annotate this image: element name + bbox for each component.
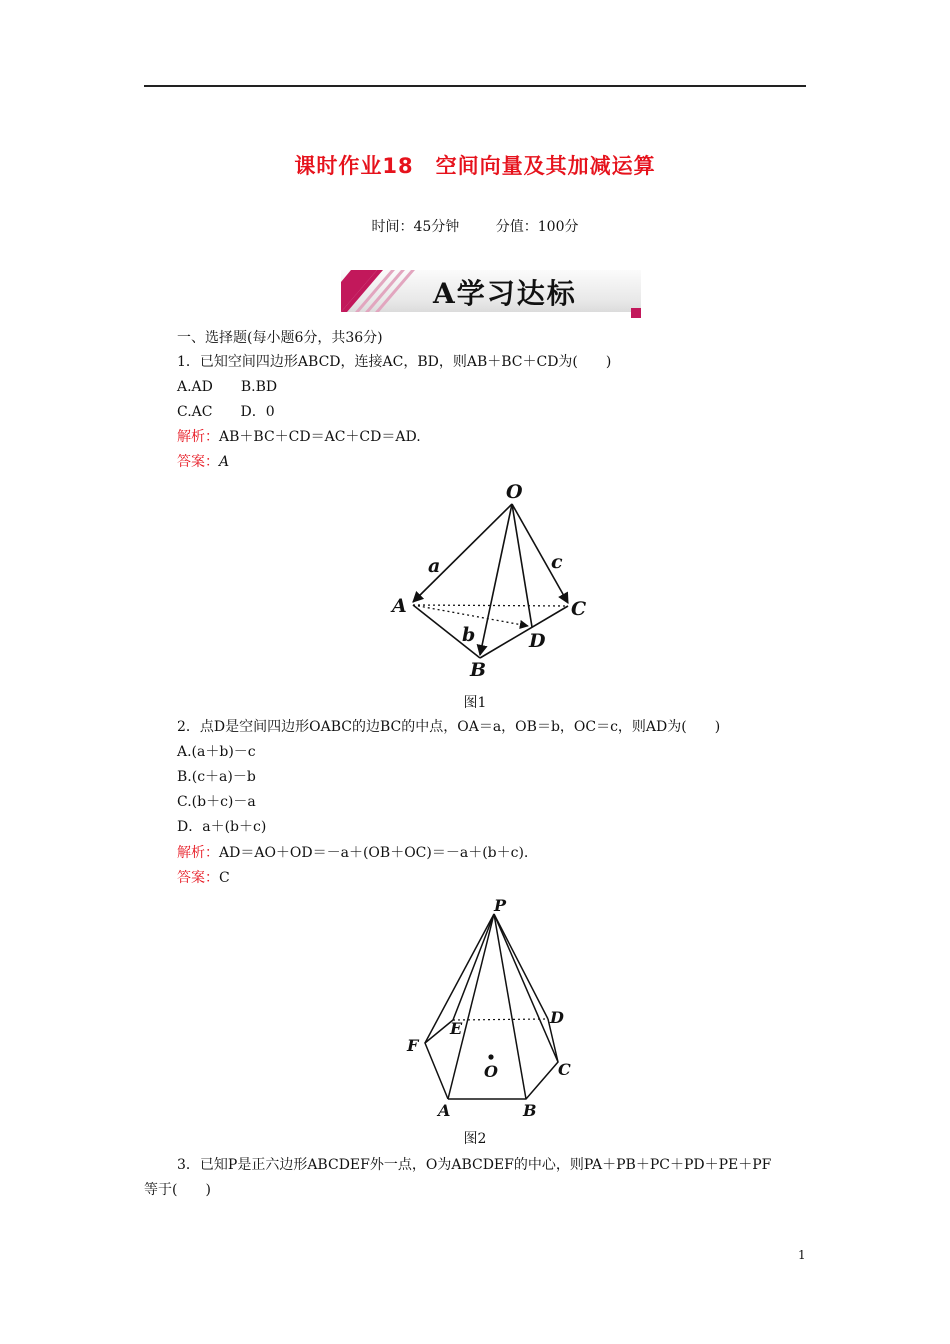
q1-analysis [177,428,421,446]
fig1-label-o: O [506,481,523,503]
banner-stripes-icon [341,270,421,312]
page-title: 课时作业18 空间向量及其加减运算 [294,154,656,178]
q1-stem: 1．已知空间四边形ABCD，连接AC，BD，则AB＋BC＋CD为( ) [177,354,612,370]
q2-answer-label: 答案： [177,870,219,886]
q2-stem: 2．点D是空间四边形OABC的边BC的中点，OA＝a，OB＝b，OC＝c，则AD为( ) [177,719,721,735]
figure-2-caption: 图2 [463,1131,487,1147]
time-limit: 时间：45分钟 [371,219,460,235]
q1-answer-label: 答案： [177,454,219,470]
time-score-line [0,216,950,236]
header-rule [144,85,806,87]
q1-options-cd: C.AC D．0 [177,404,275,420]
fig2-label-d: D [550,1008,564,1027]
section-heading: 一、选择题(每小题6分，共36分) [177,330,383,346]
fig2-label-b: B [523,1101,537,1120]
q2-analysis [177,844,528,862]
q3-stem-line-1: 3．已知P是正六边形ABCDEF外一点，O为ABCDEF的中心，则PA＋PB＋PC＋PD＋PE＋PF [177,1157,772,1173]
fig1-label-c: C [571,598,587,620]
q1-answer-value: A [219,454,230,470]
q1-analysis-label: 解析： [177,429,219,445]
fig2-label-e: E [450,1019,463,1038]
q1-answer [177,453,229,471]
q3-stem-line-2: 等于( ) [144,1182,211,1198]
fig2-label-o: O [484,1062,498,1081]
banner-corner-square [631,308,641,318]
fig2-label-a: A [438,1101,451,1120]
fig2-label-f: F [407,1036,419,1055]
figure-1-tetrahedron [380,478,600,686]
fig1-label-d: D [529,630,546,652]
q2-option-b: B.(c＋a)－b [177,769,256,785]
q1-options-ab: A.AD B.BD [177,379,278,395]
section-banner [341,270,641,318]
q2-option-c: C.(b＋c)－a [177,794,256,810]
fig2-label-c: C [558,1060,571,1079]
q2-answer [177,869,230,887]
q1-analysis-text: AB＋BC＋CD＝AC＋CD＝AD. [219,429,421,445]
fig1-label-a: A [392,595,407,617]
fig1-label-b: B [470,659,487,681]
fig1-label-vec-c: c [551,551,563,573]
q2-analysis-text: AD＝AO＋OD＝－a＋(OB＋OC)＝－a＋(b＋c). [219,845,529,861]
total-score: 分值：100分 [495,219,579,235]
fig1-label-vec-a: a [428,555,441,577]
fig1-label-vec-b: b [462,624,476,646]
banner-label: A学习达标 [433,277,577,310]
q2-option-a: A.(a＋b)－c [177,744,256,760]
q2-analysis-label: 解析： [177,845,219,861]
q2-option-d: D．a＋(b＋c) [177,819,267,835]
fig2-label-p: P [494,896,507,915]
q2-answer-value: C [219,870,230,886]
figure-2-hexagonal-pyramid [400,892,590,1124]
page-number: 1 [798,1248,806,1262]
figure-1-caption: 图1 [463,695,487,711]
